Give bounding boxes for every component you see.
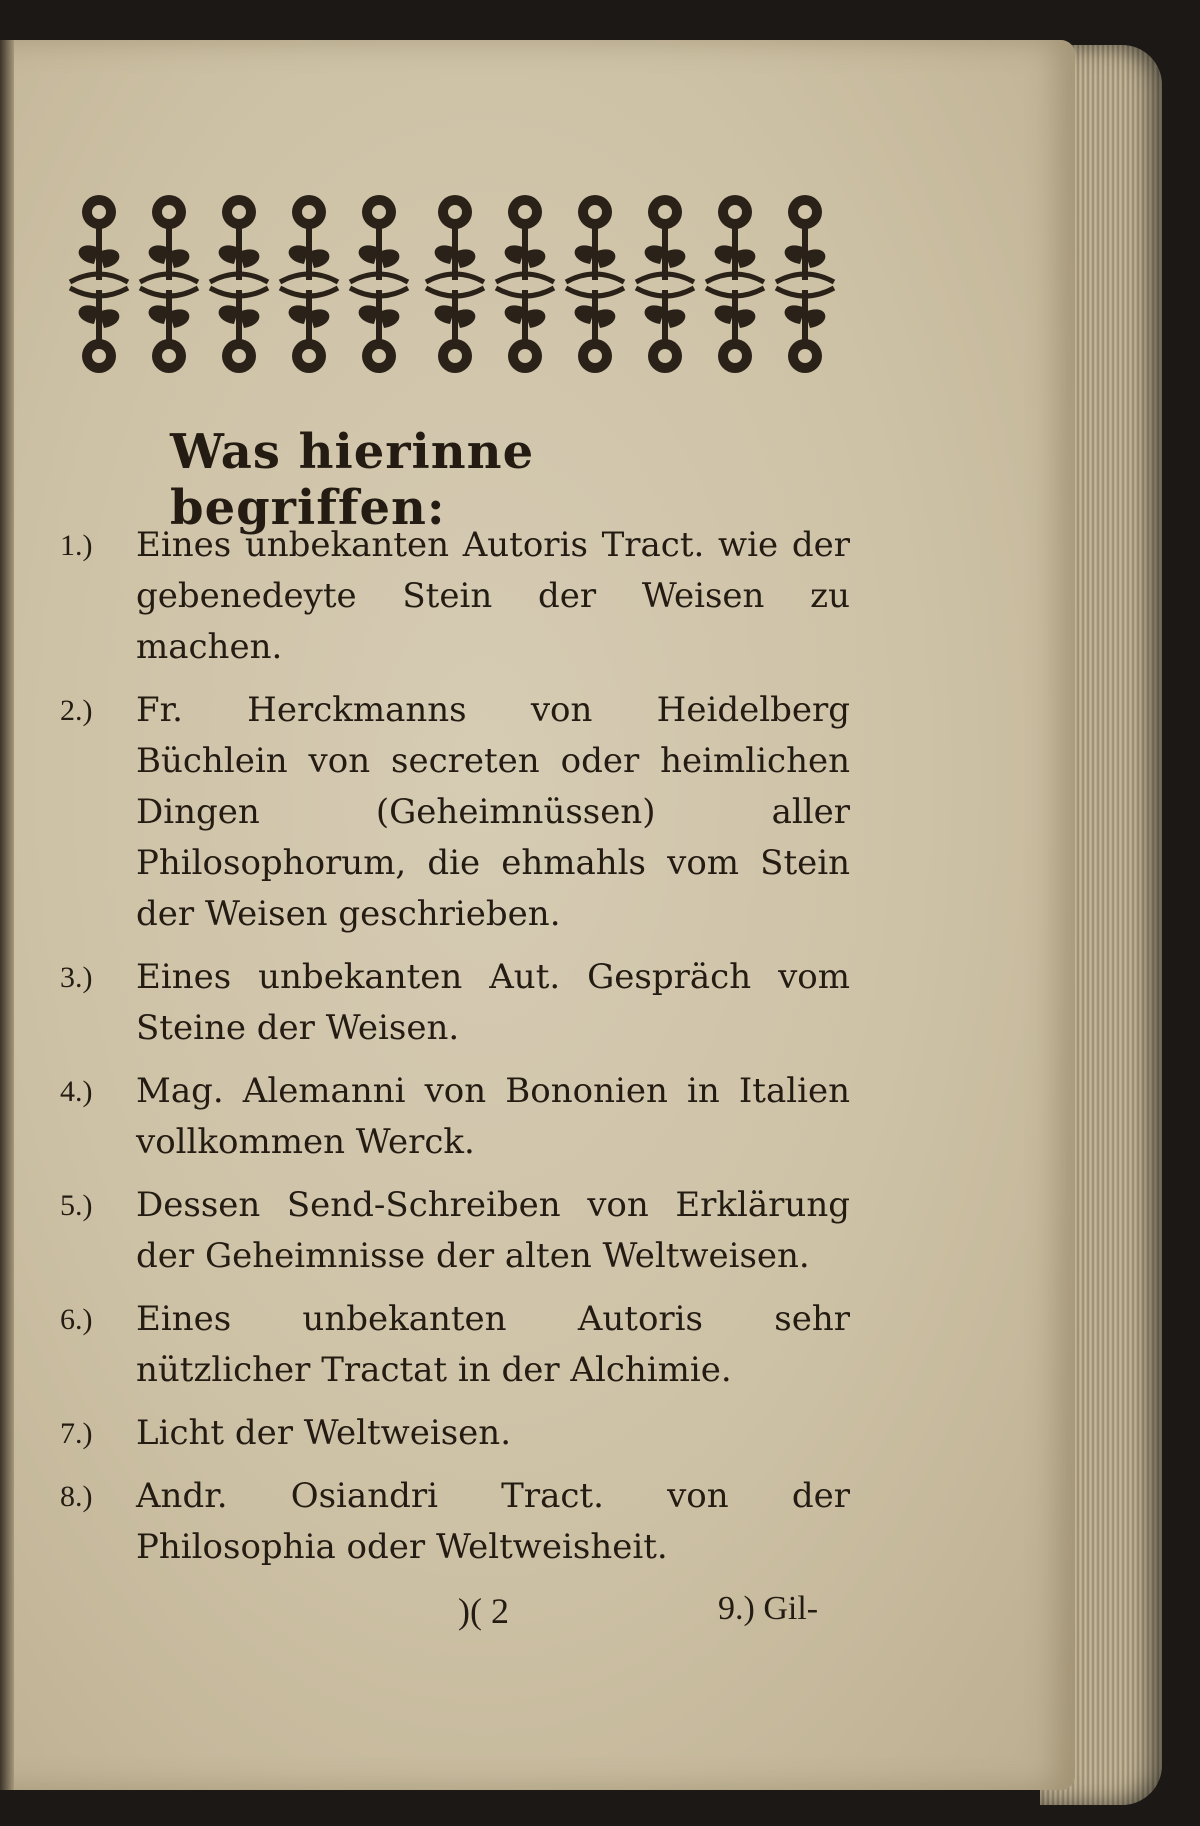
- page-footer: [0, 1590, 1075, 1650]
- entry-number: 3.): [60, 961, 93, 994]
- contents-entry: [60, 685, 850, 940]
- contents-entry: [60, 1294, 850, 1396]
- entry-number: 6.): [60, 1303, 93, 1336]
- entry-text: Licht der Weltweisen.: [136, 1413, 512, 1453]
- entry-text: Dessen Send-Schreiben von Erklärung der Geheimnisse der alten Weltweisen.: [136, 1185, 850, 1276]
- entry-text: Mag. Alemanni von Bononien in Italien vollkommen Werck.: [136, 1071, 850, 1162]
- contents-heading: Was hierinne begriffen:: [170, 424, 535, 536]
- entry-text: Andr. Osiandri Tract. von der Philosophia oder Weltweisheit.: [136, 1476, 850, 1567]
- catchword: 9.) Gil-: [718, 1590, 819, 1627]
- contents-entry: [60, 1408, 850, 1459]
- floral-ornament-band: [64, 190, 840, 376]
- contents-entry: [60, 1180, 850, 1282]
- entry-number: 2.): [60, 694, 93, 727]
- entry-number: 4.): [60, 1075, 93, 1108]
- contents-entry: [60, 952, 850, 1054]
- entry-number: 8.): [60, 1480, 93, 1513]
- contents-entry: [60, 520, 850, 673]
- entry-number: 5.): [60, 1189, 93, 1222]
- entry-number: 1.): [60, 529, 93, 562]
- contents-entry: [60, 1066, 850, 1168]
- entry-text: Eines unbekanten Autoris sehr nützlicher Tractat in der Alchimie.: [136, 1299, 850, 1390]
- signature-mark: )( 2: [458, 1591, 509, 1631]
- gutter-shadow: [0, 40, 14, 1790]
- contents-entry: [60, 1471, 850, 1573]
- contents-list: [60, 520, 850, 1585]
- entry-text: Fr. Herckmanns von Heidelberg Büchlein von secreten oder heimlichen Dingen (Geheimnüssen) aller Philosophorum, die ehmahls vom Stein der Weisen geschrieben.: [136, 690, 850, 934]
- entry-text: Eines unbekanten Aut. Gespräch vom Steine der Weisen.: [136, 957, 850, 1048]
- entry-text: Eines unbekanten Autoris Tract. wie der gebenedeyte Stein der Weisen zu machen.: [136, 525, 850, 667]
- entry-number: 7.): [60, 1417, 93, 1450]
